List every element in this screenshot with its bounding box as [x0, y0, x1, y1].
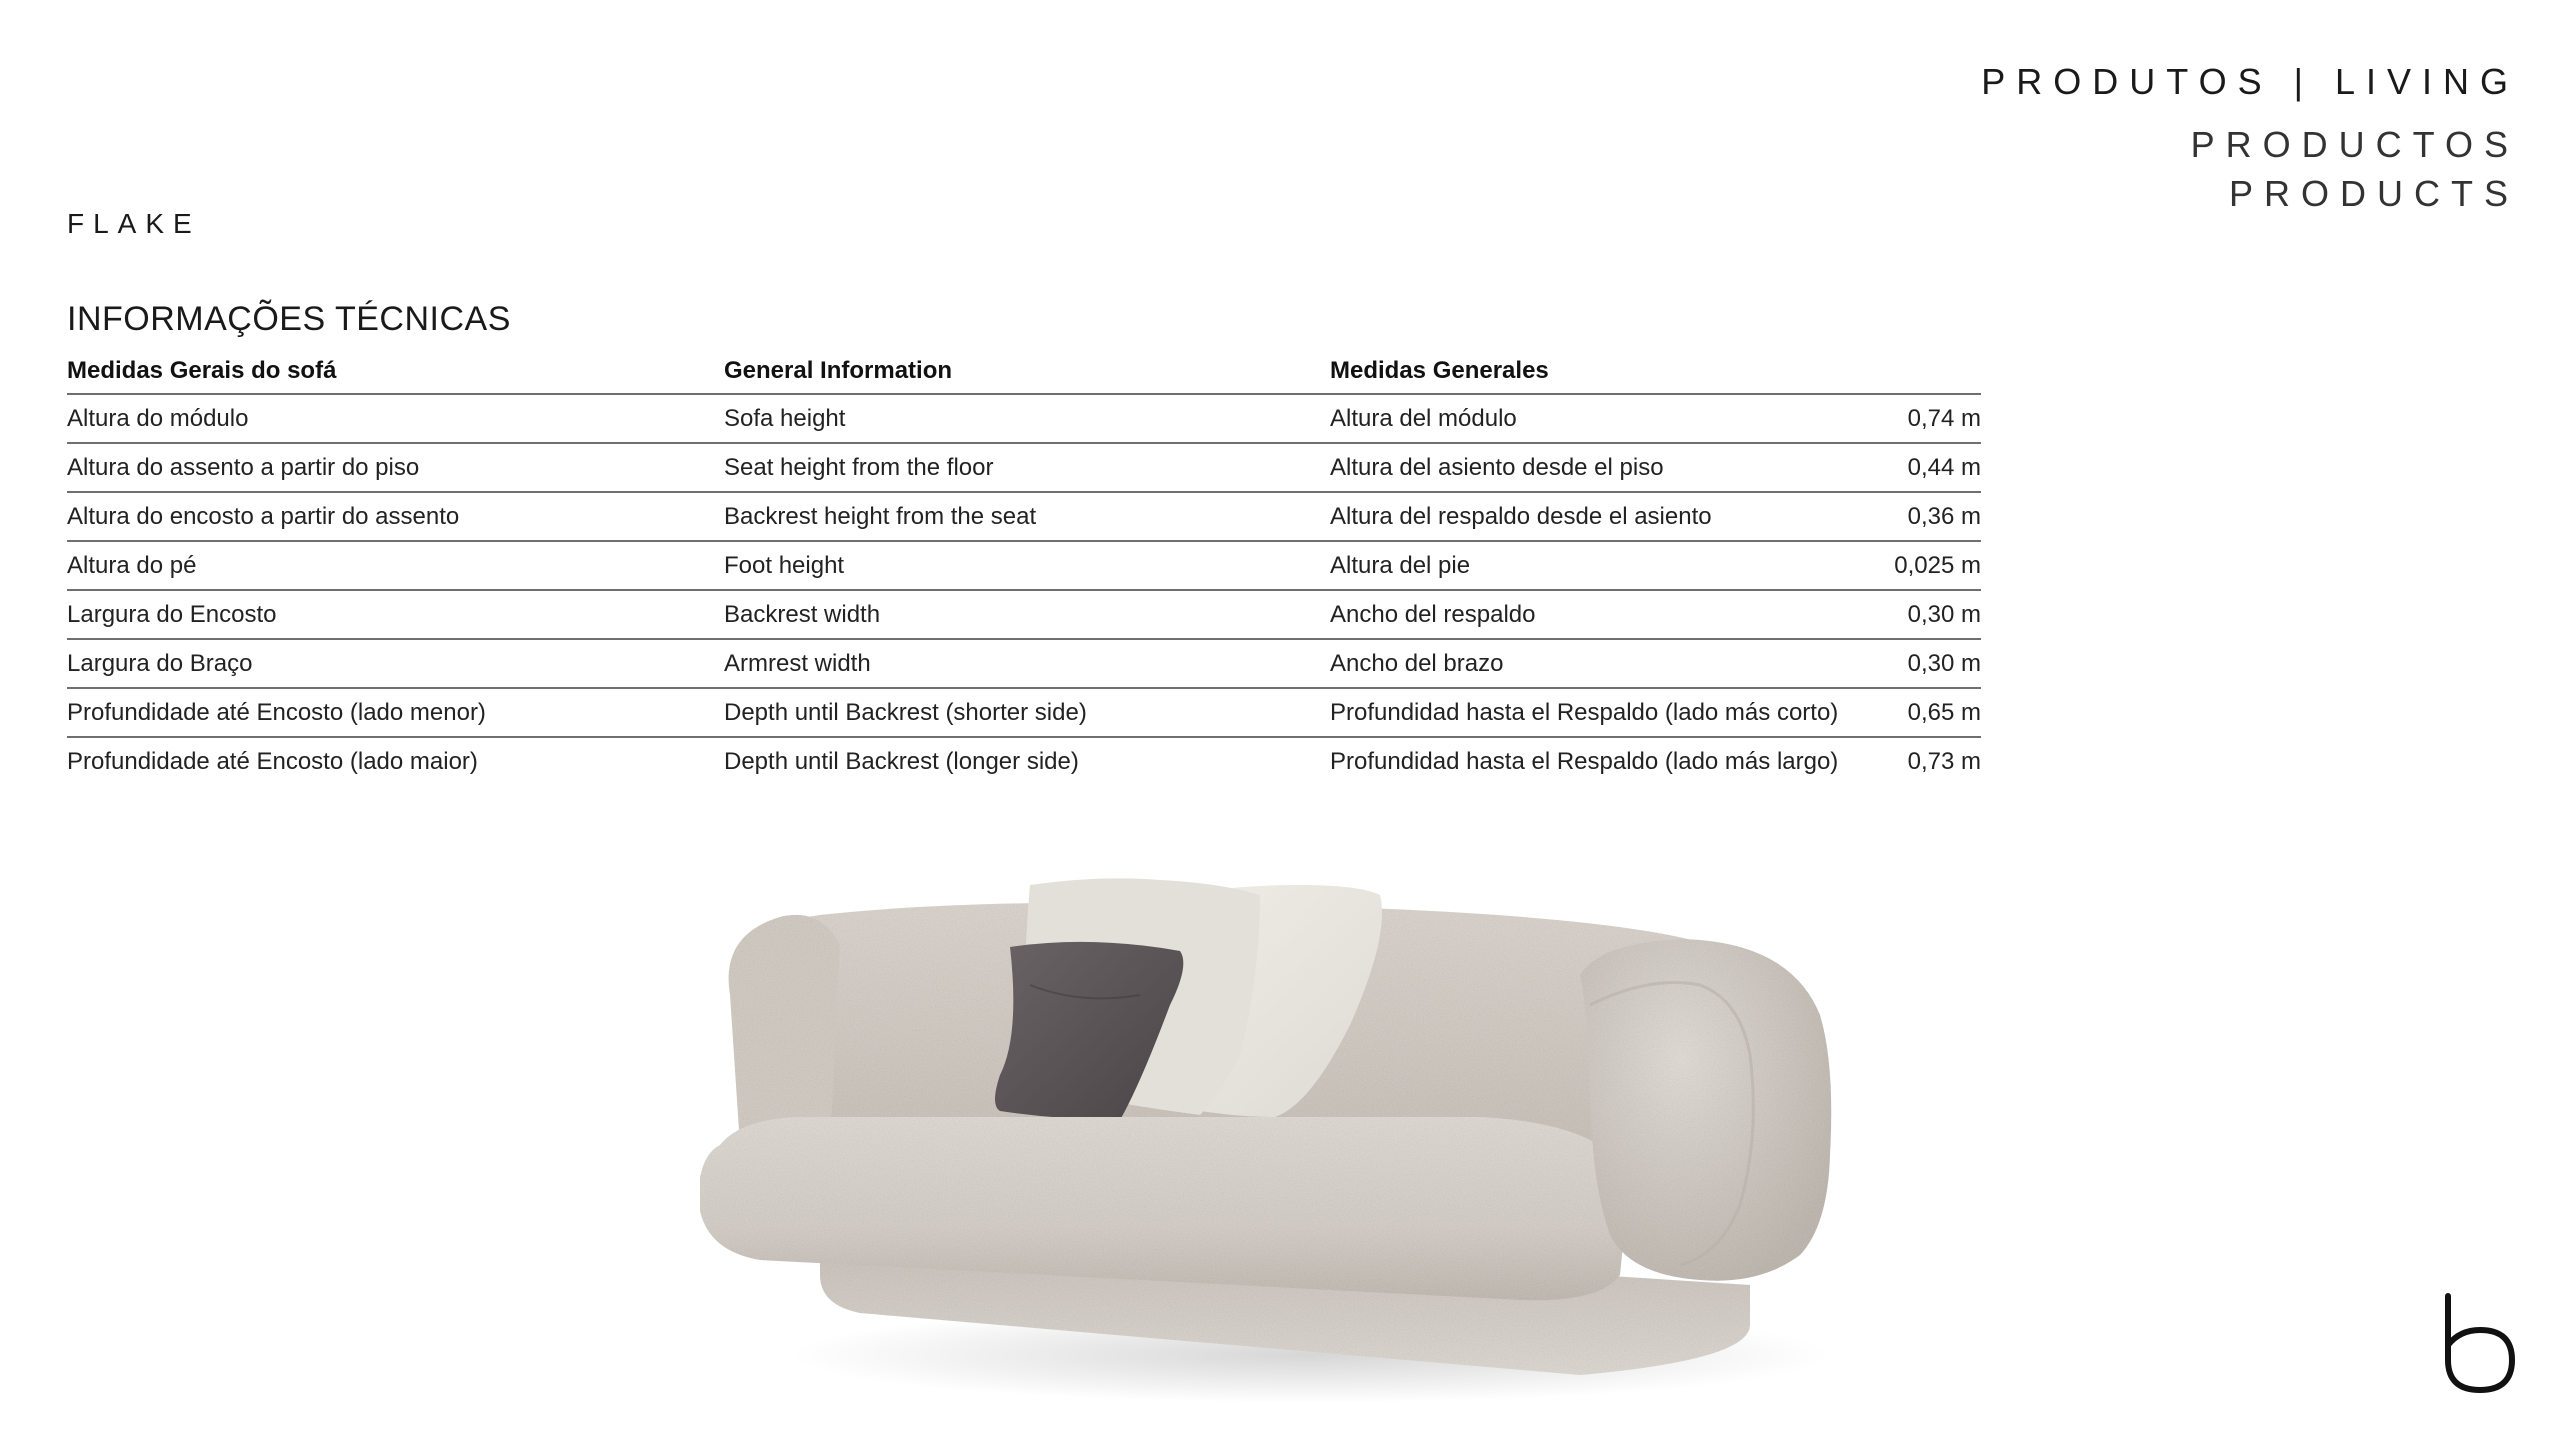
label-pt: Largura do Braço	[67, 649, 253, 677]
label-en: Depth until Backrest (shorter side)	[724, 698, 1087, 726]
sofa-image	[700, 855, 1890, 1445]
value: 0,30 m	[1907, 649, 1981, 677]
subtitle-es: PRODUCTOS	[2190, 124, 2519, 165]
specs-table	[67, 349, 1981, 785]
tech-info-title: INFORMAÇÕES TÉCNICAS	[67, 300, 511, 338]
label-en: Backrest width	[724, 600, 881, 628]
table-row	[67, 542, 1981, 591]
label-en: Seat height from the floor	[724, 453, 994, 481]
table-row	[67, 444, 1981, 493]
label-en: Sofa height	[724, 404, 846, 432]
label-pt: Altura do encosto a partir do assento	[67, 502, 460, 530]
value: 0,025 m	[1894, 551, 1981, 579]
label-en: Depth until Backrest (longer side)	[724, 747, 1079, 775]
label-es: Altura del asiento desde el piso	[1330, 453, 1664, 481]
value: 0,30 m	[1907, 600, 1981, 628]
table-row	[67, 591, 1981, 640]
label-es: Altura del respaldo desde el asiento	[1330, 502, 1712, 530]
header-es: Medidas Generales	[1330, 357, 1549, 384]
specs-header-row	[67, 349, 1981, 395]
header-titles	[1981, 58, 2519, 218]
value: 0,74 m	[1907, 404, 1981, 432]
table-row	[67, 738, 1981, 785]
label-es: Profundidad hasta el Respaldo (lado más largo)	[1330, 747, 1839, 775]
label-es: Ancho del respaldo	[1330, 600, 1536, 628]
label-pt: Profundidade até Encosto (lado menor)	[67, 698, 486, 726]
label-es: Altura del módulo	[1330, 404, 1517, 432]
label-es: Ancho del brazo	[1330, 649, 1504, 677]
label-pt: Altura do pé	[67, 551, 197, 579]
table-row	[67, 395, 1981, 444]
product-name: FLAKE	[67, 208, 201, 239]
header-en: General Information	[724, 357, 953, 384]
subtitle-en: PRODUCTS	[2228, 173, 2519, 214]
value: 0,65 m	[1907, 698, 1981, 726]
label-pt: Altura do assento a partir do piso	[67, 453, 420, 481]
table-row	[67, 493, 1981, 542]
label-en: Foot height	[724, 551, 845, 579]
table-row	[67, 640, 1981, 689]
label-en: Armrest width	[724, 649, 871, 677]
label-pt: Profundidade até Encosto (lado maior)	[67, 747, 478, 775]
section-heading: PRODUTOS | LIVING	[1981, 61, 2519, 102]
value: 0,73 m	[1907, 747, 1981, 775]
value: 0,36 m	[1907, 502, 1981, 530]
brand-logo	[2440, 1290, 2520, 1400]
label-pt: Largura do Encosto	[67, 600, 277, 628]
label-es: Altura del pie	[1330, 551, 1471, 579]
label-en: Backrest height from the seat	[724, 502, 1037, 530]
value: 0,44 m	[1907, 453, 1981, 481]
table-row	[67, 689, 1981, 738]
label-es: Profundidad hasta el Respaldo (lado más corto)	[1330, 698, 1839, 726]
label-pt: Altura do módulo	[67, 404, 249, 432]
header-pt: Medidas Gerais do sofá	[67, 357, 337, 384]
